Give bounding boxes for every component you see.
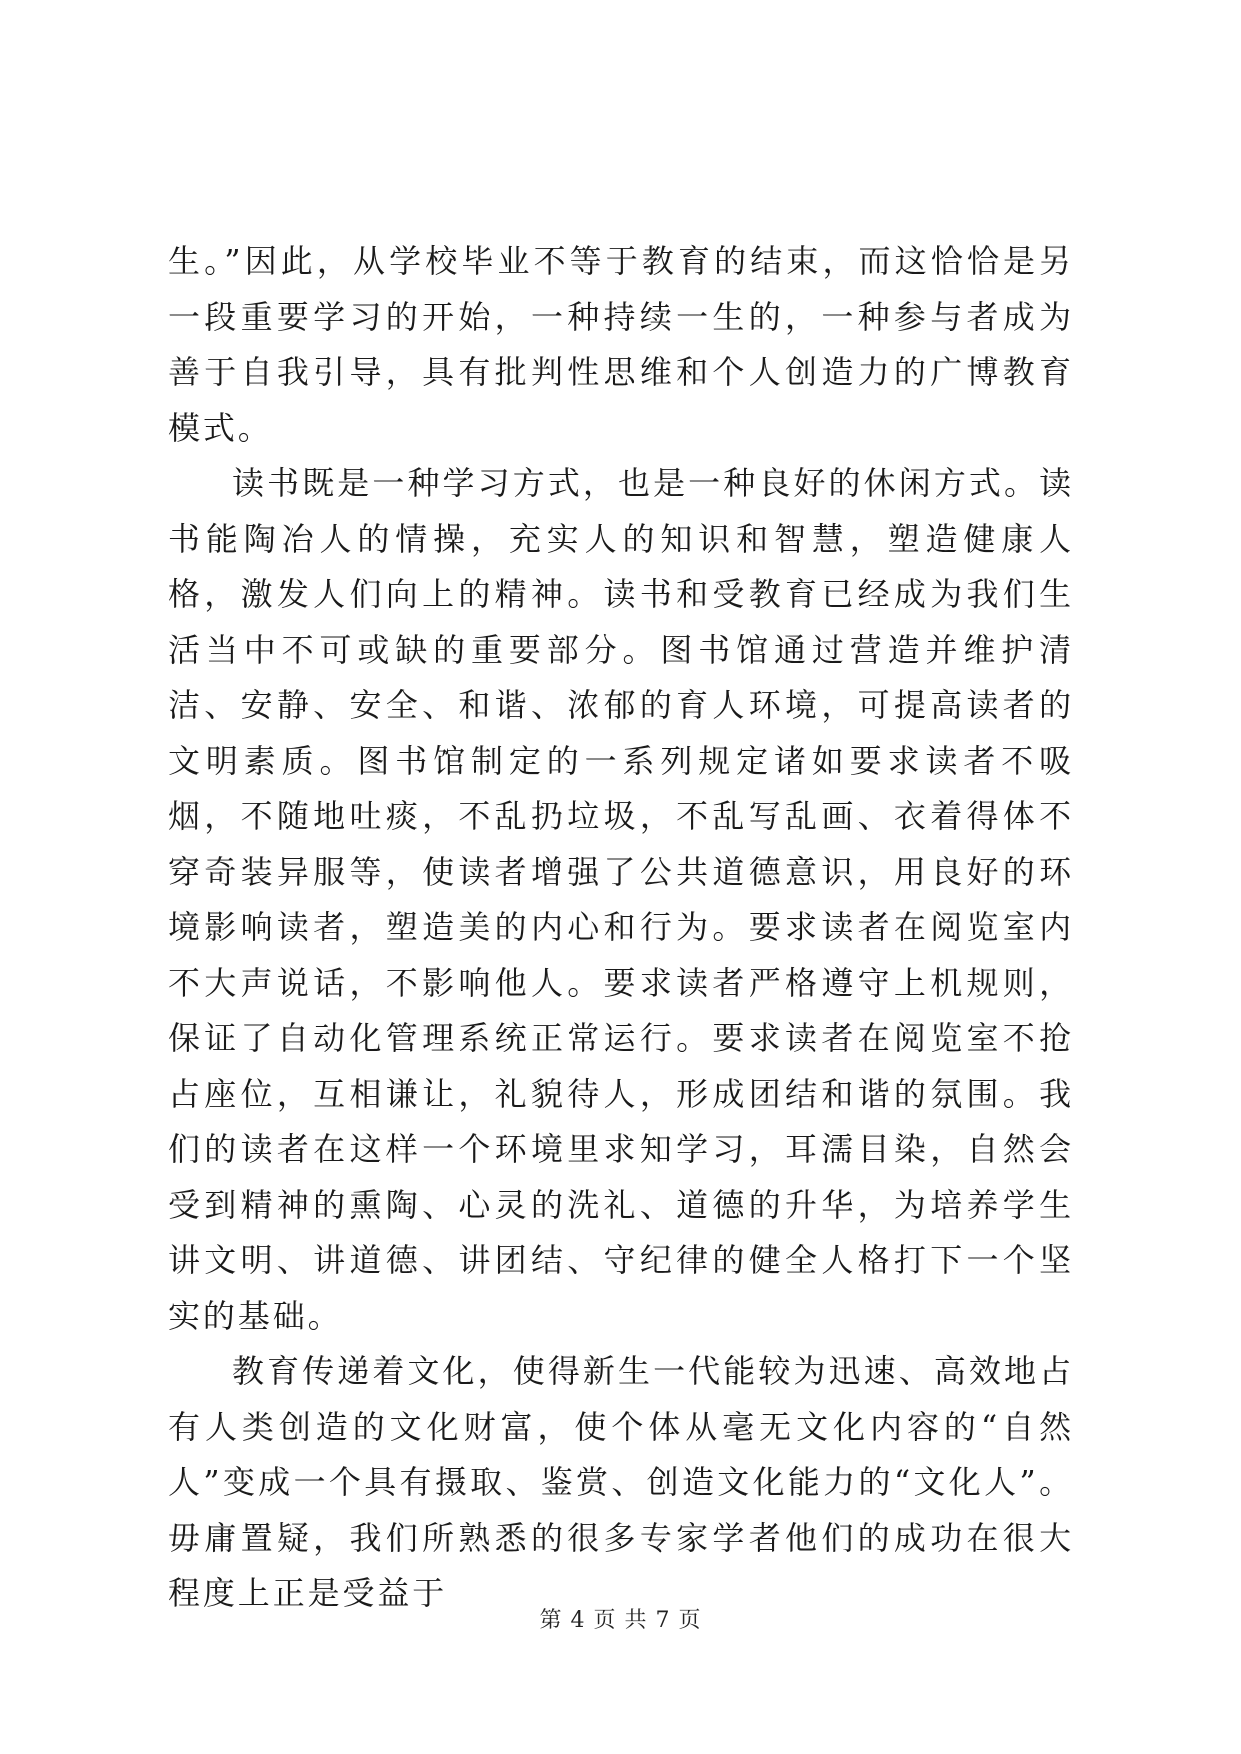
paragraph-education: 教育传递着文化，使得新生一代能较为迅速、高效地占有人类创造的文化财富，使个体从毫无文化内容的“自然人”变成一个具有摄取、鉴赏、创造文化能力的“文化人”。毋庸置疑，我们所熟悉的很多专家学者他们的成功在很大程度上正是受益于 (168, 1352, 1074, 1612)
paragraph-reading: 读书既是一种学习方式，也是一种良好的休闲方式。读书能陶冶人的情操，充实人的知识和智慧，塑造健康人格，激发人们向上的精神。读书和受教育已经成为我们生活当中不可或缺的重要部分。图书馆通过营造并维护清洁、安静、安全、和谐、浓郁的育人环境，可提高读者的文明素质。图书馆制定的一系列规定诸如要求读者不吸烟，不随地吐痰，不乱扔垃圾，不乱写乱画、衣着得体不穿奇装异服等，使读者增强了公共道德意识，用良好的环境影响读者，塑造美的内心和行为。要求读者在阅览室内不大声说话，不影响他人。要求读者严格遵守上机规则，保证了自动化管理系统正常运行。要求读者在阅览室不抢占座位，互相谦让，礼貌待人，形成团结和谐的氛围。我们的读者在这样一个环境里求知学习，耳濡目染，自然会受到精神的熏陶、心灵的洗礼、道德的升华，为培养学生讲文明、讲道德、讲团结、守纪律的健全人格打下一个坚实的基础。 (168, 464, 1074, 1335)
paragraph-continuation: 生。”因此，从学校毕业不等于教育的结束，而这恰恰是另一段重要学习的开始，一种持续一生的，一种参与者成为善于自我引导，具有批判性思维和个人创造力的广博教育模式。 (168, 242, 1074, 447)
page-number-footer: 第 4 页 共 7 页 (539, 1608, 702, 1633)
body-text (168, 234, 1074, 1622)
